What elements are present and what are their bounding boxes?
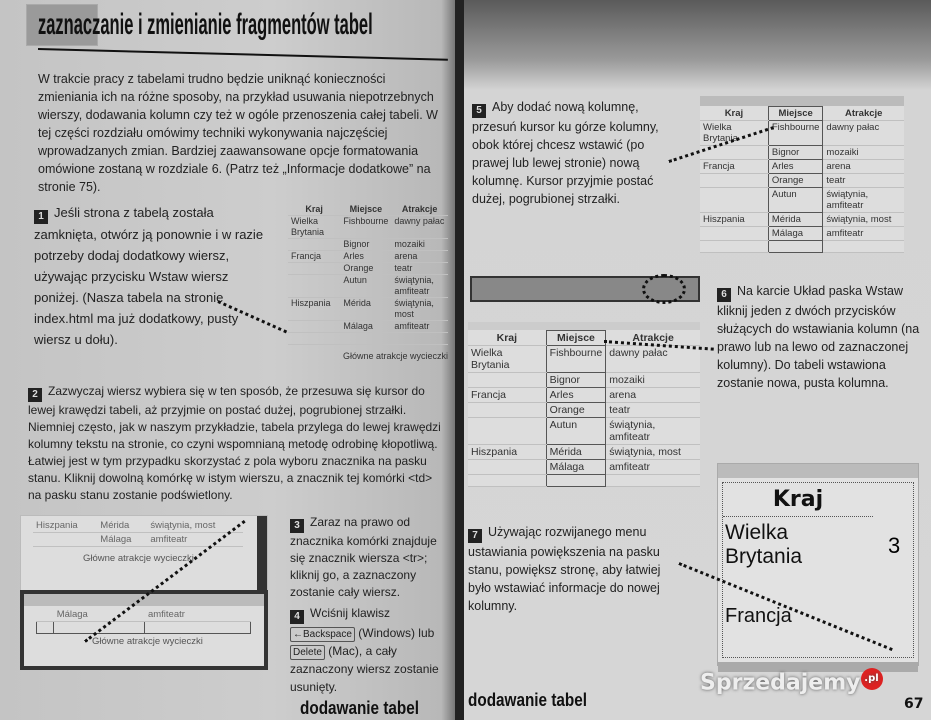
table-cell[interactable]: świątynia, most [823,213,904,227]
table-cell[interactable]: Hiszpania [700,213,768,227]
table-cell[interactable]: mozaiki [823,146,904,160]
table-row [468,460,700,475]
table-cell[interactable] [468,373,546,388]
table-cell[interactable]: dawny pałac [391,216,448,239]
table-cell[interactable] [288,275,340,298]
step-3: 3 Zaraz na prawo od znacznika komórki znajduje się znacznik wiersza <tr>; kliknij go, a zaznaczony zostanie cały wiersz. [290,515,437,599]
table-cell[interactable]: dawny pałac [606,346,700,373]
table-cell[interactable]: Mérida [768,213,823,227]
table-cell[interactable]: Fishbourne [340,216,391,239]
table-cell[interactable] [768,241,823,253]
footer-right: dodawanie tabel [468,690,588,710]
table-cell[interactable] [700,227,768,241]
step-2: 2 Zazwyczaj wiersz wybiera się w ten sposób, że przesuwa się kursor do lewej krawędzi tabeli, aż przyjmie on postać dużej, pogrubionej strzałki. Niemniej często, jak w naszym przykładzie, tabela przylega do lewej krawędzi kolumny tekstu na stronie, co czyni wspomnianą metodę odrobinę kłopotliwą. Łatwiej jest w tym przypadku skorzystać z pola wyboru znacznika na pasku stanu. Kliknij dowolną komórkę w istym wierszu, a znacznik tej komórki <td> na pasku stanu zostanie podświetlony. [28,384,441,502]
column-header[interactable]: Kraj [468,331,546,346]
table-cell[interactable] [391,333,448,345]
table-row [468,418,700,445]
table-row [700,227,904,241]
column-header[interactable]: Atrakcje [391,204,448,216]
step-6: 6 Na karcie Układ paska Wstaw kliknij jeden z dwóch przycisków służących do wstawiania kolumn (na prawo lub na lewo od zaznaczonej kolumny). Do tabeli wstawiona zostanie nowa, pusta kolumna. [717,284,920,390]
right-page [464,0,931,720]
table-cell[interactable]: mozaiki [391,239,448,251]
table-cell[interactable]: świątynia, most [391,298,448,321]
table-cell[interactable]: świątynia, amfiteatr [823,188,904,213]
book-spine [455,0,464,720]
column-header[interactable]: Atrakcje [823,107,904,121]
table-cell[interactable] [700,174,768,188]
table-cell[interactable] [700,188,768,213]
table-cell[interactable]: Málaga [546,460,606,475]
table-cell[interactable]: Francja [468,388,546,403]
page-number: 67 [904,696,924,712]
table-row-empty [700,241,904,253]
table-cell[interactable]: teatr [606,403,700,418]
table-cell[interactable]: amfiteatr [391,321,448,333]
table-cell[interactable] [340,333,391,345]
table-cell[interactable] [546,475,606,487]
step-4: 4 Wciśnij klawisz ←Backspace (Windows) lub Delete (Mac), a cały zaznaczony wiersz zostanie usunięty. [290,606,439,694]
watermark-logo: Sprzedajemy .pl [700,668,883,695]
table-cell[interactable]: Orange [340,263,391,275]
table-cell[interactable]: Hiszpania [288,298,340,321]
table-row [700,188,904,213]
table-cell[interactable]: arena [391,251,448,263]
zoom-screenshot: Kraj Wielka Brytania 3 Francja [717,463,919,666]
table-1: Kraj Miejsce Atrakcje Wielka Brytania Fishbourne dawny pałac Bignor mozaiki Francja Arles arena Orange teatr Autun świątynia, amfiteatr Hiszpania Mérida świątynia, most Málaga amfiteatr Główne atrakcje wycieczki [288,204,448,362]
table-row [468,445,700,460]
table-row [288,239,448,251]
table-cell[interactable]: Bignor [340,239,391,251]
table-cell[interactable]: arena [606,388,700,403]
table-cell[interactable] [288,321,340,333]
table-row-empty [468,475,700,487]
column-header[interactable]: Miejsce [768,107,823,121]
table-cell[interactable]: teatr [391,263,448,275]
table-cell[interactable] [468,460,546,475]
table-cell[interactable]: Autun [340,275,391,298]
table-cell[interactable]: Wielka Brytania [700,121,768,146]
table-row [700,160,904,174]
column-header[interactable]: Kraj [288,204,340,216]
table-cell[interactable]: świątynia, amfiteatr [391,275,448,298]
step-7: 7 Używając rozwijanego menu ustawiania powiększenia na pasku stanu, powiększ stronę, aby łatwiej było wstawiać informacje do nowej kolumny. [468,525,661,613]
table-row [468,373,700,388]
table-cell[interactable] [288,263,340,275]
table-cell[interactable]: Bignor [546,373,606,388]
table-cell[interactable] [288,333,340,345]
table-cell[interactable] [288,239,340,251]
table-cell[interactable] [823,241,904,253]
table-cell[interactable]: Mérida [546,445,606,460]
table-row [288,263,448,275]
table-row [288,216,448,239]
backspace-key: ←Backspace [290,627,355,642]
footer-left: dodawanie tabel [300,698,420,718]
table-cell[interactable]: amfiteatr [823,227,904,241]
intro-paragraph: W trakcie pracy z tabelami trudno będzie uniknąć konieczności zmieniania ich na różne sposoby, na przykład usuwania niepotrzebnych wierszy, dodawania kolumn czy też w ogóle przenoszenia całej tabeli. W tej części rozdziału omówimy techniki wykonywania najczęściej wprowadzanych zmian. Bardziej zaawansowane opcje formatowania omówione zostaną w rozdziale 6. (Patrz też „Informacje dodatkowe” na stronie 75). [38,72,438,194]
table-row [288,298,448,321]
table-cell[interactable]: Autun [546,418,606,445]
table-cell[interactable]: Francja [700,160,768,174]
table-cell[interactable]: Autun [768,188,823,213]
insert-toolbar [470,276,700,302]
page-title: zaznaczanie i zmienianie fragmentów tabel [38,8,373,41]
table-cell[interactable]: Arles [546,388,606,403]
title-rule [38,48,448,61]
column-header[interactable]: Miejsce [340,204,391,216]
table-row [700,174,904,188]
delete-key: Delete [290,645,325,660]
table-cell[interactable]: Wielka Brytania [288,216,340,239]
table-cell[interactable]: świątynia, most [606,445,700,460]
table-cell[interactable]: Málaga [768,227,823,241]
table-cell[interactable]: Málaga [340,321,391,333]
column-header[interactable]: Kraj [700,107,768,121]
table-row [288,321,448,333]
step-1: 1 Jeśli strona z tabelą została zamknięta, otwórz ją ponownie i w razie potrzeby dodaj dodatkowy wiersz, używając przycisku Wstaw wiersz poniżej. (Nasza tabela na stronie index.html ma już dodatkowy, pusty wiersz u dołu). [34,205,264,347]
table-cell[interactable]: Mérida [340,298,391,321]
table-row-empty [288,333,448,345]
screenshot-2a: Hiszpania Mérida świątynia, most Málaga amfiteatr Główne atrakcje wycieczki [20,515,268,615]
table-cell[interactable]: świątynia, amfiteatr [606,418,700,445]
table-row [288,251,448,263]
table-cell[interactable] [468,418,546,445]
table-row [468,346,700,373]
table-cell[interactable] [700,241,768,253]
table-cell[interactable]: arena [823,160,904,174]
table-cell[interactable]: Orange [768,174,823,188]
table-row [700,146,904,160]
table-cell[interactable]: Arles [340,251,391,263]
table-cell[interactable]: mozaiki [606,373,700,388]
table-row [288,275,448,298]
table-cell[interactable]: Fishbourne [546,346,606,373]
table-cell[interactable]: Wielka Brytania [468,346,546,373]
table-cell[interactable] [468,403,546,418]
table-cell[interactable]: Hiszpania [468,445,546,460]
table-cell[interactable]: amfiteatr [606,460,700,475]
table-cell[interactable]: Bignor [768,146,823,160]
column-header[interactable]: Miejsce [546,331,606,346]
table-cell[interactable]: Francja [288,251,340,263]
left-page [0,0,455,720]
table-cell[interactable] [468,475,546,487]
table-cell[interactable] [606,475,700,487]
table-5 [700,96,904,253]
table-cell[interactable]: teatr [823,174,904,188]
table-cell[interactable]: Fishbourne [768,121,823,146]
table-row [700,213,904,227]
table-header-row [288,204,448,216]
screenshot-2b: Málaga amfiteatr Główne atrakcje wycieczki [20,590,268,670]
table-cell[interactable]: Arles [768,160,823,174]
table-row [468,388,700,403]
table-header-row [700,107,904,121]
table-row [468,403,700,418]
step-5: 5 Aby dodać nową kolumnę, przesuń kursor ku górze kolumny, obok której chcesz wstawić (po prawej lub lewej stronie) nową kolumnę. Kursor przyjmie postać dużej, pogrubionej strzałki. [472,100,659,206]
table-header-row [468,331,700,346]
table-cell[interactable]: Orange [546,403,606,418]
table-cell[interactable]: dawny pałac [823,121,904,146]
column-header[interactable]: Atrakcje [606,331,700,346]
insert-column-buttons[interactable] [642,274,686,304]
